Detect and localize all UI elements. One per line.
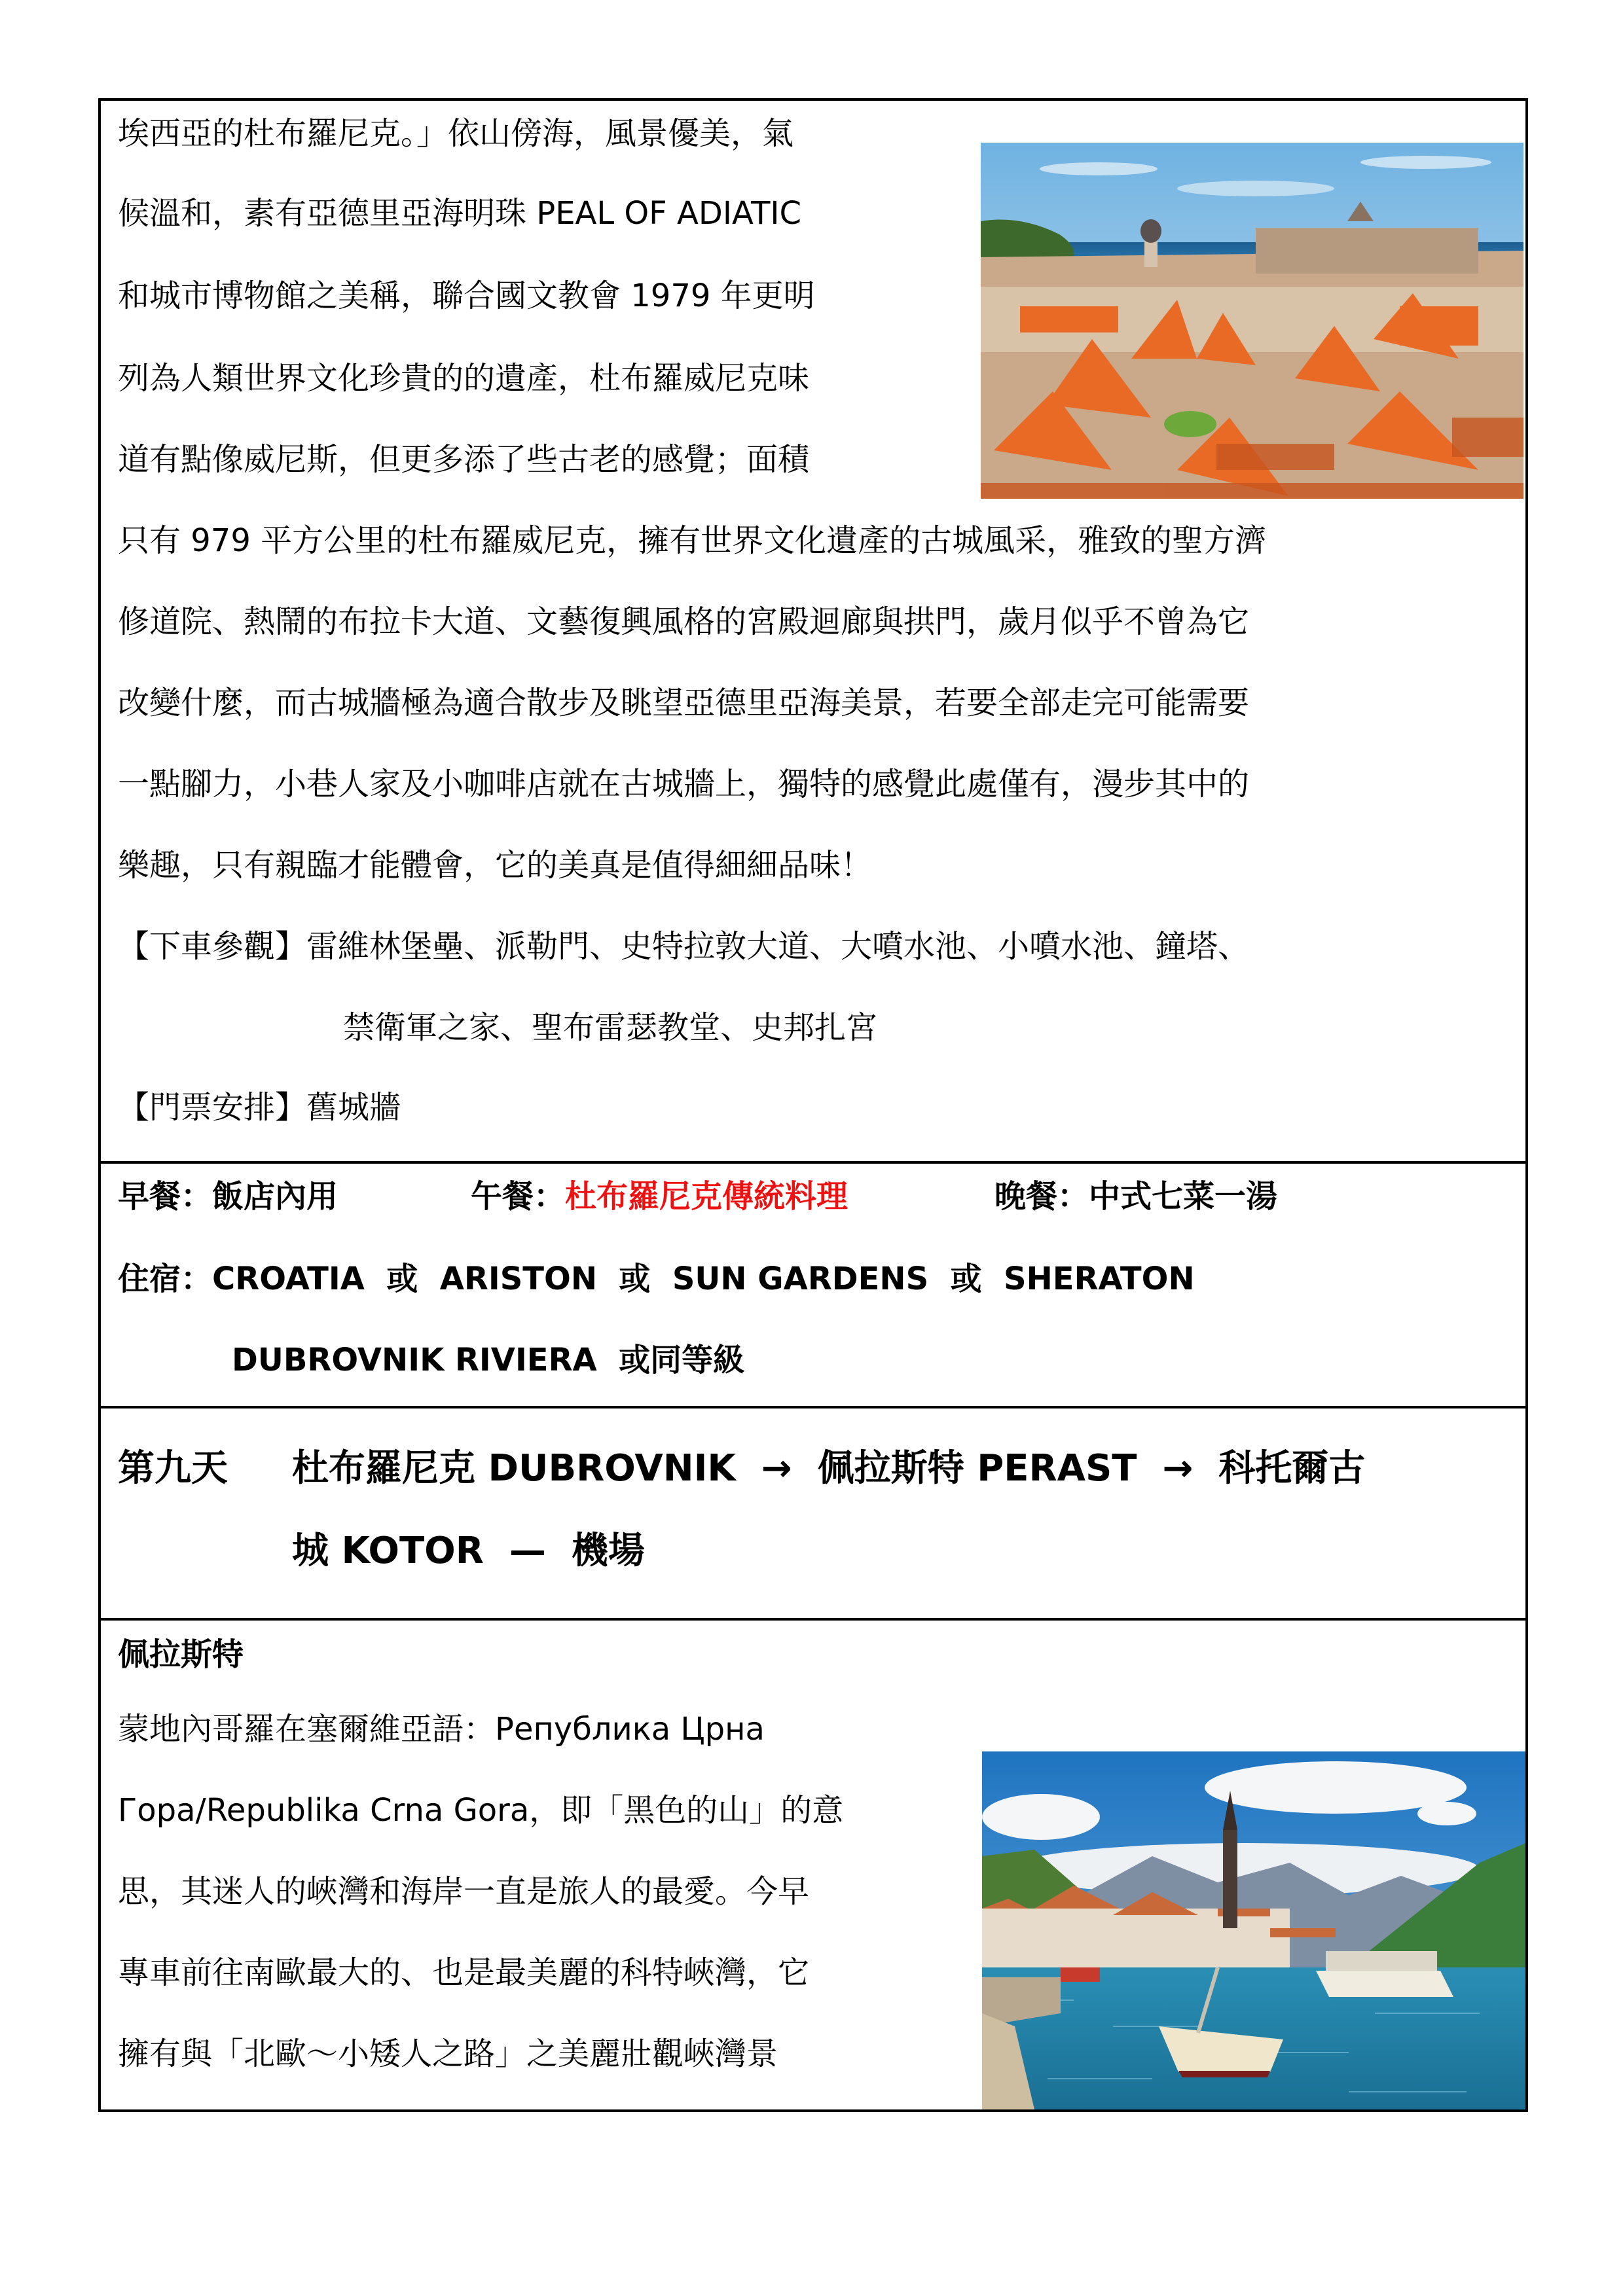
perast-description-cell bbox=[101, 1621, 1525, 2109]
intro-line: 候溫和，素有亞德里亞海明珠 PEAL OF ADIATIC bbox=[118, 195, 802, 232]
meals-row bbox=[118, 1177, 338, 1216]
tickets-row bbox=[118, 1088, 401, 1127]
meals-lodging-cell bbox=[101, 1164, 1525, 1408]
route-title-continued: 城 KOTOR — 機場 bbox=[292, 1530, 645, 1572]
day-label: 第九天 bbox=[118, 1447, 228, 1490]
lunch-value: 杜布羅尼克傳統料理 bbox=[565, 1178, 848, 1215]
sightseeing-list: 雷維林堡壘、派勒門、史特拉敦大道、大噴水池、小噴水池、鐘塔、 bbox=[306, 928, 1250, 965]
sightseeing-row bbox=[118, 927, 1249, 966]
lodging-options: CROATIA 或 ARISTON 或 SUN GARDENS 或 SHERATON bbox=[212, 1261, 1195, 1297]
perast-line: 蒙地內哥羅在塞爾維亞語：Република Црна bbox=[118, 1711, 765, 1748]
intro-line: 和城市博物館之美稱，聯合國文教會 1979 年更明 bbox=[118, 278, 815, 314]
itinerary-table bbox=[98, 98, 1528, 2112]
lodging-row bbox=[118, 1259, 1195, 1299]
dinner-label: 晚餐： bbox=[994, 1178, 1089, 1215]
perast-line: Гора/Republika Crna Gora，即「黑色的山」的意 bbox=[118, 1792, 844, 1829]
dinner-row bbox=[994, 1177, 1277, 1216]
intro-line: 樂趣，只有親臨才能體會，它的美真是值得細細品味！ bbox=[118, 847, 873, 884]
route-title: 杜布羅尼克 DUBROVNIK → 佩拉斯特 PERAST → 科托爾古 bbox=[292, 1447, 1366, 1490]
intro-line: 修道院、熱鬧的布拉卡大道、文藝復興風格的宮殿迴廊與拱門，歲月似乎不曾為它 bbox=[118, 603, 1250, 640]
dubrovnik-photo bbox=[981, 143, 1523, 499]
lunch-row bbox=[471, 1177, 848, 1216]
breakfast-value: 飯店內用 bbox=[212, 1178, 338, 1215]
lunch-label: 午餐： bbox=[471, 1178, 566, 1215]
perast-line: 思，其迷人的峽灣和海岸一直是旅人的最愛。今早 bbox=[118, 1873, 810, 1910]
perast-line: 擁有與「北歐～小矮人之路」之美麗壯觀峽灣景 bbox=[118, 2036, 778, 2072]
intro-line: 只有 979 平方公里的杜布羅威尼克，擁有世界文化遺產的古城風采，雅致的聖方濟 bbox=[118, 522, 1267, 559]
tickets-value: 舊城牆 bbox=[306, 1089, 401, 1126]
lodging-options-continued: DUBROVNIK RIVIERA 或同等級 bbox=[232, 1342, 745, 1378]
sightseeing-list-continued: 禁衛軍之家、聖布雷瑟教堂、史邦扎宮 bbox=[343, 1009, 878, 1046]
intro-line: 改變什麼，而古城牆極為適合散步及眺望亞德里亞海美景，若要全部走完可能需要 bbox=[118, 685, 1250, 721]
perast-line: 專車前往南歐最大的、也是最美麗的科特峽灣，它 bbox=[118, 1954, 810, 1991]
tickets-label: 【門票安排】 bbox=[118, 1089, 307, 1126]
intro-line: 一點腳力，小巷人家及小咖啡店就在古城牆上，獨特的感覺此處僅有，漫步其中的 bbox=[118, 766, 1250, 802]
intro-line: 埃西亞的杜布羅尼克。」依山傍海，風景優美，氣 bbox=[118, 115, 794, 152]
lodging-label: 住宿： bbox=[118, 1261, 213, 1297]
sightseeing-label: 【下車參觀】 bbox=[118, 928, 307, 965]
intro-line: 列為人類世界文化珍貴的的遺產，杜布羅威尼克味 bbox=[118, 360, 810, 397]
dubrovnik-description-cell bbox=[101, 101, 1525, 1164]
intro-line: 道有點像威尼斯，但更多添了些古老的感覺；面積 bbox=[118, 441, 810, 478]
dinner-value: 中式七菜一湯 bbox=[1089, 1178, 1278, 1215]
perast-photo bbox=[982, 1751, 1525, 2109]
breakfast-label: 早餐： bbox=[118, 1178, 213, 1215]
section-heading: 佩拉斯特 bbox=[118, 1636, 244, 1673]
day9-header-cell bbox=[101, 1408, 1525, 1621]
